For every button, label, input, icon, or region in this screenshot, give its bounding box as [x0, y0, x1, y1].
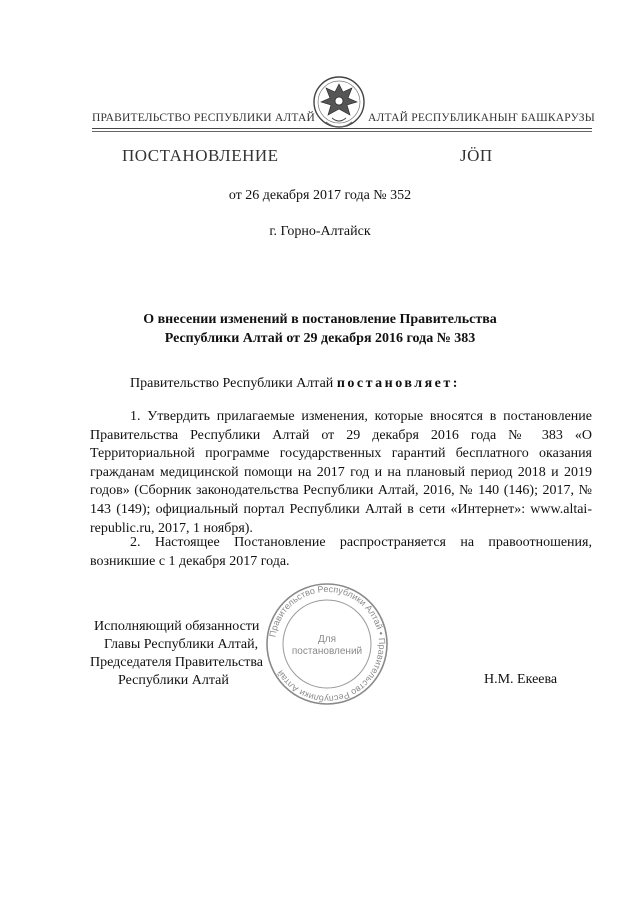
paragraph-text: 2. Настоящее Постановление распространяется на правоотношения, возникшие с 1 декабря 2017 года. [90, 535, 592, 569]
header-org-right: АЛТАЙ РЕСПУБЛИКАНЫҤ БАШКАРУЗЫ [368, 112, 595, 124]
signature-line-3: Председателя Правительства [90, 655, 264, 670]
signature-line-2: Главы Республики Алтай, [104, 637, 259, 652]
stamp-center-line-2: постановлений [291, 646, 363, 657]
document-date: от 26 декабря 2017 года № 352 [228, 188, 412, 203]
official-stamp [262, 574, 392, 714]
intro-text: Правительство Республики Алтай [130, 376, 334, 391]
coat-of-arms-icon [312, 72, 366, 136]
stamp-center-line-1: Для [317, 634, 337, 645]
signature-block [90, 618, 263, 690]
signature-line-4: Республики Алтай [118, 673, 229, 688]
title-line-2: Республики Алтай от 29 декабря 2016 года № 383 [164, 331, 476, 346]
title-line-1: О внесении изменений в постановление Правительства [143, 312, 497, 327]
doc-kind-alt: ЈӦП [460, 146, 493, 165]
document-title [0, 310, 640, 348]
stamp-ring-text: Правительство Республики Алтай • Правительство Республики Алтай [267, 583, 388, 705]
header-divider-thin [92, 131, 592, 132]
header-org-left: ПРАВИТЕЛЬСТВО РЕСПУБЛИКИ АЛТАЙ [92, 112, 316, 124]
signer-name: Н.М. Екеева [484, 672, 558, 687]
intro-line [130, 376, 460, 392]
doc-kind-ru: ПОСТАНОВЛЕНИЕ [122, 146, 279, 165]
header-divider [92, 128, 592, 129]
paragraph-1 [90, 408, 592, 538]
document-city: г. Горно-Алтайск [269, 224, 371, 239]
paragraph-text: 1. Утвердить прилагаемые изменения, которые вносятся в постановление Правительства Республики Алтай от 29 декабря 2016 года № 383 «О Территориальной программе государственных гарантий бесплатного оказания гражданам медицинской помощи на 2017 год и на плановый период 2018 и 2019 годов» (Сборник законодательства Республики Алтай, 2016, № 140 (146); 2017, № 143 (149); официальный портал Республики Алтай в сети «Интернет»: www.altai-republic.ru, 2017, 1 ноября). [90, 409, 592, 536]
paragraph-2 [90, 534, 592, 571]
intro-emphasis: постановляет: [336, 376, 460, 391]
signature-line-1: Исполняющий обязанности [94, 619, 260, 634]
